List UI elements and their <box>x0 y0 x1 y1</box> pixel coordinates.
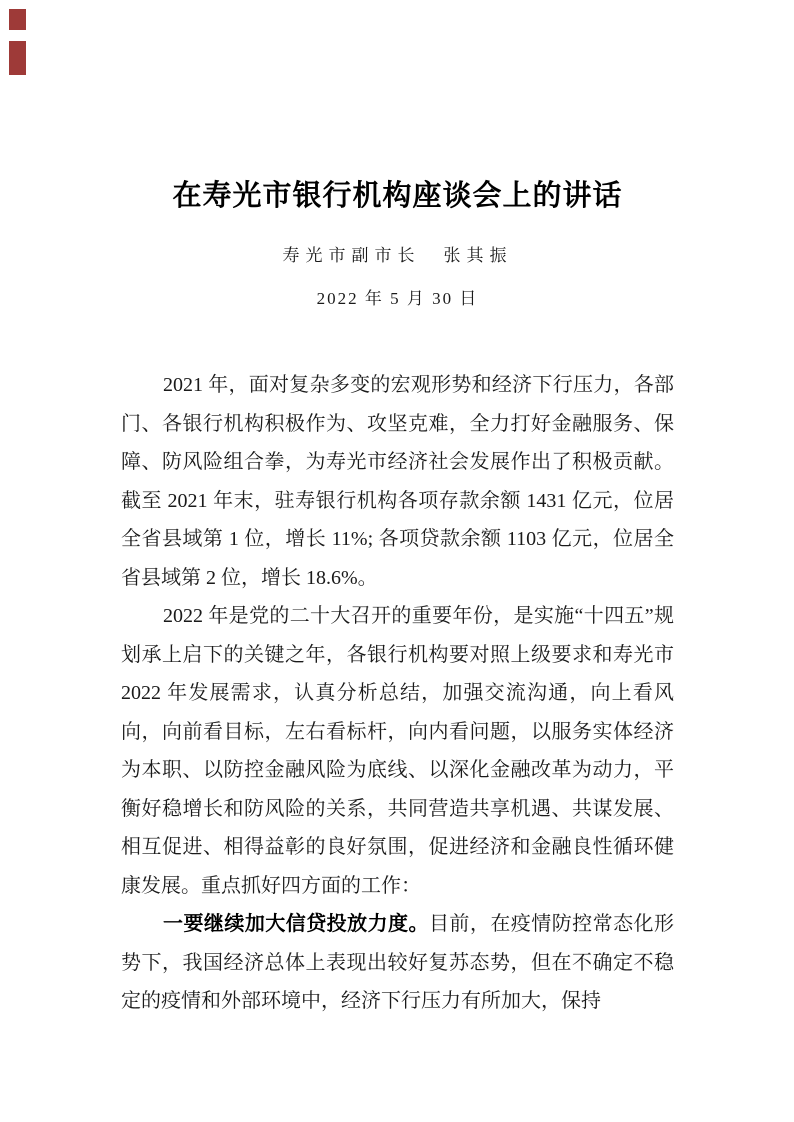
paragraph-2 <box>121 597 674 905</box>
document-title: 在寿光市银行机构座谈会上的讲话 <box>172 180 623 212</box>
byline: 寿光市副市长 张其振 <box>282 246 513 265</box>
page-content <box>121 175 674 1021</box>
date-line: 2022 年 5 月 30 日 <box>316 289 479 308</box>
document-body <box>121 366 674 1021</box>
corner-marker-top <box>9 9 26 30</box>
corner-marker-bottom <box>9 41 26 75</box>
paragraph-1-text: 2021 年，面对复杂多变的宏观形势和经济下行压力，各部门、各银行机构积极作为、攻坚克难，全力打好金融服务、保障、防风险组合拳，为寿光市经济社会发展作出了积极贡献。截至 2021 年末，驻寿银行机构各项存款余额 1431 亿元，位居全省县域第 1 位，增长 11%; 各项贷款余额 1103 亿元，位居全省县域第 2 位，增长 18.6%。 <box>121 374 674 589</box>
paragraph-3-lead: 一要继续加大信贷投放力度。 <box>163 913 429 935</box>
paragraph-2-text: 2022 年是党的二十大召开的重要年份，是实施“十四五”规划承上启下的关键之年，各银行机构要对照上级要求和寿光市 2022 年发展需求，认真分析总结，加强交流沟通，向上看风向，向前看目标，左右看标杆，向内看问题，以服务实体经济为本职、以防控金融风险为底线、以深化金融改革为动力，平衡好稳增长和防风险的关系，共同营造共享机遇、共谋发展、相互促进、相得益彰的良好氛围，促进经济和金融良性循环健康发展。重点抓好四方面的工作： <box>121 605 674 897</box>
paragraph-1 <box>121 366 674 597</box>
paragraph-3-text: 目前，在疫情防控常态化形势下，我国经济总体上表现出较好复苏态势，但在不确定不稳定的疫情和外部环境中，经济下行压力有所加大，保持 <box>121 913 675 1012</box>
paragraph-3 <box>121 905 674 1021</box>
